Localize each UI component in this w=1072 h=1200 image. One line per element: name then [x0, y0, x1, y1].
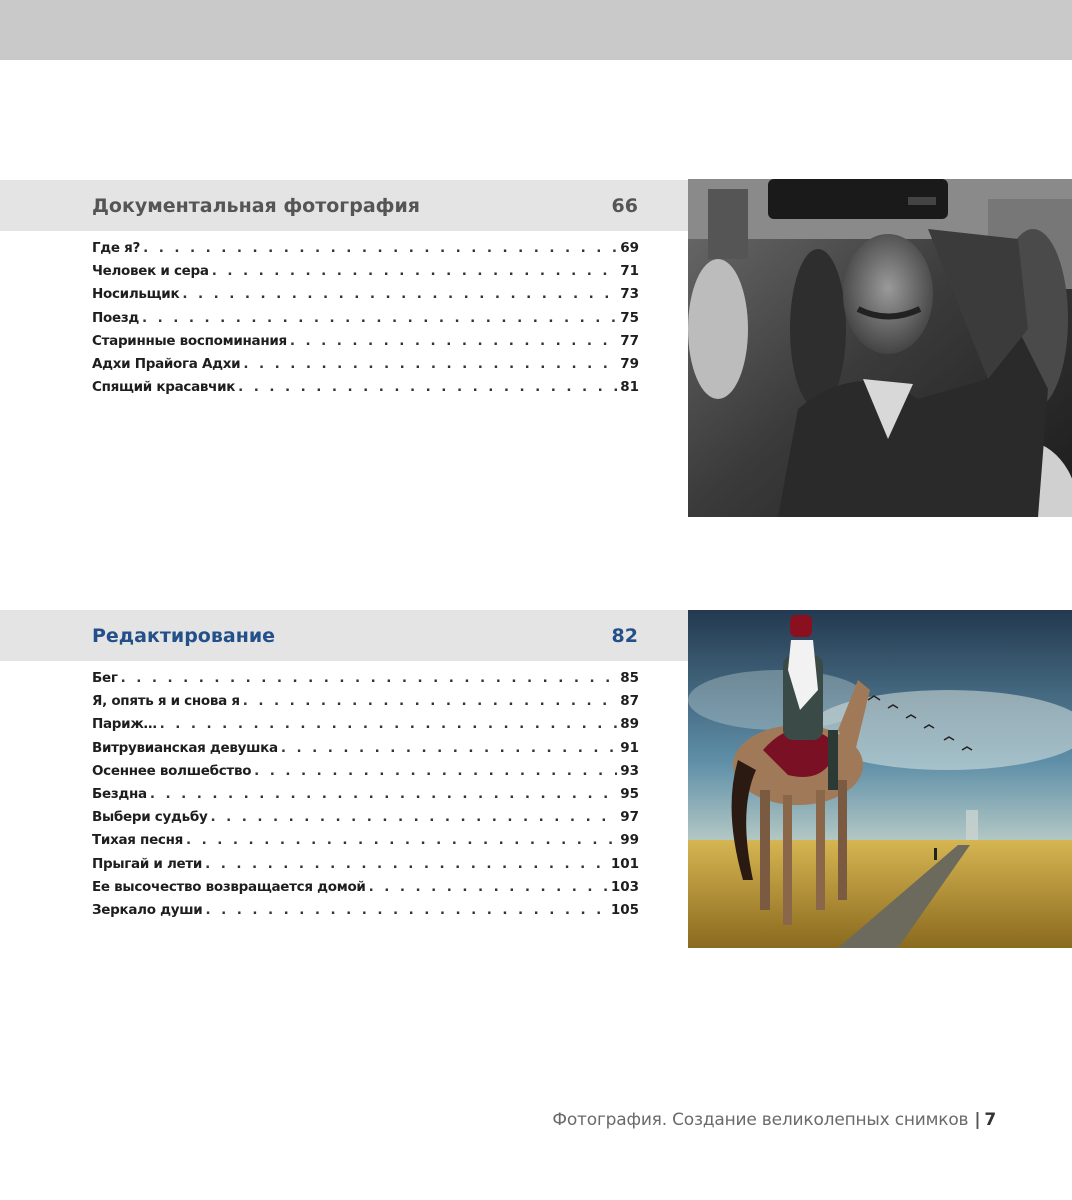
toc-entry-title: Бездна: [92, 785, 147, 802]
toc-entry-page: 103: [610, 878, 639, 895]
toc-entry-title: Поезд: [92, 309, 139, 326]
dot-leader: [212, 260, 618, 283]
dot-leader: [150, 783, 617, 806]
book-title: Фотография. Создание великолепных снимков: [552, 1110, 969, 1130]
toc-entry-page: 89: [620, 716, 639, 733]
toc-entry-page: 105: [610, 901, 639, 918]
section-title: Редактирование: [92, 625, 276, 647]
dot-leader: [290, 330, 617, 353]
section-title: Документальная фотография: [92, 195, 421, 217]
toc-entry-title: Старинные воспоминания: [92, 332, 287, 349]
footer-separator: |: [974, 1110, 981, 1130]
toc-entry-title: Бег: [92, 670, 118, 686]
toc-entry-page: 95: [620, 785, 639, 802]
toc-entry-title: Зеркало души: [92, 901, 203, 918]
toc-entry-title: Выбери судьбу: [92, 809, 208, 826]
section-page-number: 66: [611, 195, 638, 217]
toc-entry-title: Ее высочество возвращается домой: [92, 878, 366, 895]
section-documentary: [0, 180, 1072, 520]
photo-porter: [688, 179, 1072, 517]
toc-entry-page: 85: [620, 670, 639, 686]
dot-leader: [186, 829, 617, 852]
toc-entry[interactable]: [92, 783, 639, 806]
dot-leader: [238, 376, 617, 399]
toc-entry-title: Адхи Прайога Адхи: [92, 355, 241, 372]
dot-leader: [143, 237, 617, 260]
toc-entry-page: 93: [620, 762, 639, 779]
dot-leader: [243, 353, 617, 376]
toc-entry-page: 73: [620, 286, 639, 303]
toc-entry[interactable]: [92, 737, 639, 760]
toc-entry-title: Носильщик: [92, 286, 180, 303]
section-header: [0, 180, 688, 231]
toc-entry-title: Париж…: [92, 716, 157, 733]
toc-entry-page: 81: [620, 379, 639, 396]
toc-entry[interactable]: [92, 330, 639, 353]
toc-entry-page: 101: [610, 855, 639, 872]
section-page-number: 82: [611, 625, 638, 647]
toc-entry[interactable]: [92, 376, 639, 399]
toc-entry-page: 77: [620, 332, 639, 349]
toc-entry[interactable]: [92, 829, 639, 852]
toc-entry[interactable]: [92, 806, 639, 829]
page-footer: [552, 1110, 996, 1130]
toc-entry[interactable]: [92, 353, 639, 376]
toc-list: [92, 667, 639, 922]
dot-leader: [121, 667, 618, 690]
toc-entry-page: 87: [620, 693, 639, 710]
dot-leader: [254, 760, 617, 783]
toc-entry-page: 99: [620, 832, 639, 849]
dot-leader: [182, 283, 617, 306]
toc-entry-title: Осеннее волшебство: [92, 762, 252, 779]
toc-entry-title: Человек и сера: [92, 263, 209, 280]
toc-entry[interactable]: [92, 690, 639, 713]
toc-entry-title: Спящий красавчик: [92, 379, 236, 396]
toc-entry-title: Прыгай и лети: [92, 855, 203, 872]
toc-entry[interactable]: [92, 713, 639, 736]
dot-leader: [205, 853, 608, 876]
toc-entry-title: Витрувианская девушка: [92, 739, 278, 756]
toc-entry[interactable]: [92, 283, 639, 306]
toc-entry[interactable]: [92, 260, 639, 283]
page-number: 7: [984, 1110, 996, 1130]
toc-entry[interactable]: [92, 667, 639, 690]
dot-leader: [281, 737, 617, 760]
toc-entry[interactable]: [92, 760, 639, 783]
toc-entry-page: 69: [620, 240, 639, 256]
toc-entry[interactable]: [92, 853, 639, 876]
dot-leader: [160, 713, 618, 736]
toc-entry-page: 75: [620, 309, 639, 326]
section-header: [0, 610, 688, 661]
toc-entry[interactable]: [92, 307, 639, 330]
dot-leader: [369, 876, 608, 899]
toc-entry-title: Тихая песня: [92, 832, 184, 849]
photo-rider-on-horse: [688, 610, 1072, 948]
toc-entry-title: Я, опять я и снова я: [92, 693, 240, 710]
toc-entry-page: 71: [620, 263, 639, 280]
toc-list: [92, 237, 639, 399]
dot-leader: [142, 307, 617, 330]
toc-entry-page: 97: [620, 809, 639, 826]
dot-leader: [205, 899, 607, 922]
toc-entry[interactable]: [92, 876, 639, 899]
dot-leader: [210, 806, 617, 829]
section-editing: [0, 610, 1072, 950]
top-gray-bar: [0, 0, 1072, 60]
toc-entry-page: 91: [620, 739, 639, 756]
toc-entry[interactable]: [92, 237, 639, 260]
toc-entry-page: 79: [620, 355, 639, 372]
toc-entry[interactable]: [92, 899, 639, 922]
dot-leader: [243, 690, 617, 713]
toc-entry-title: Где я?: [92, 240, 141, 256]
